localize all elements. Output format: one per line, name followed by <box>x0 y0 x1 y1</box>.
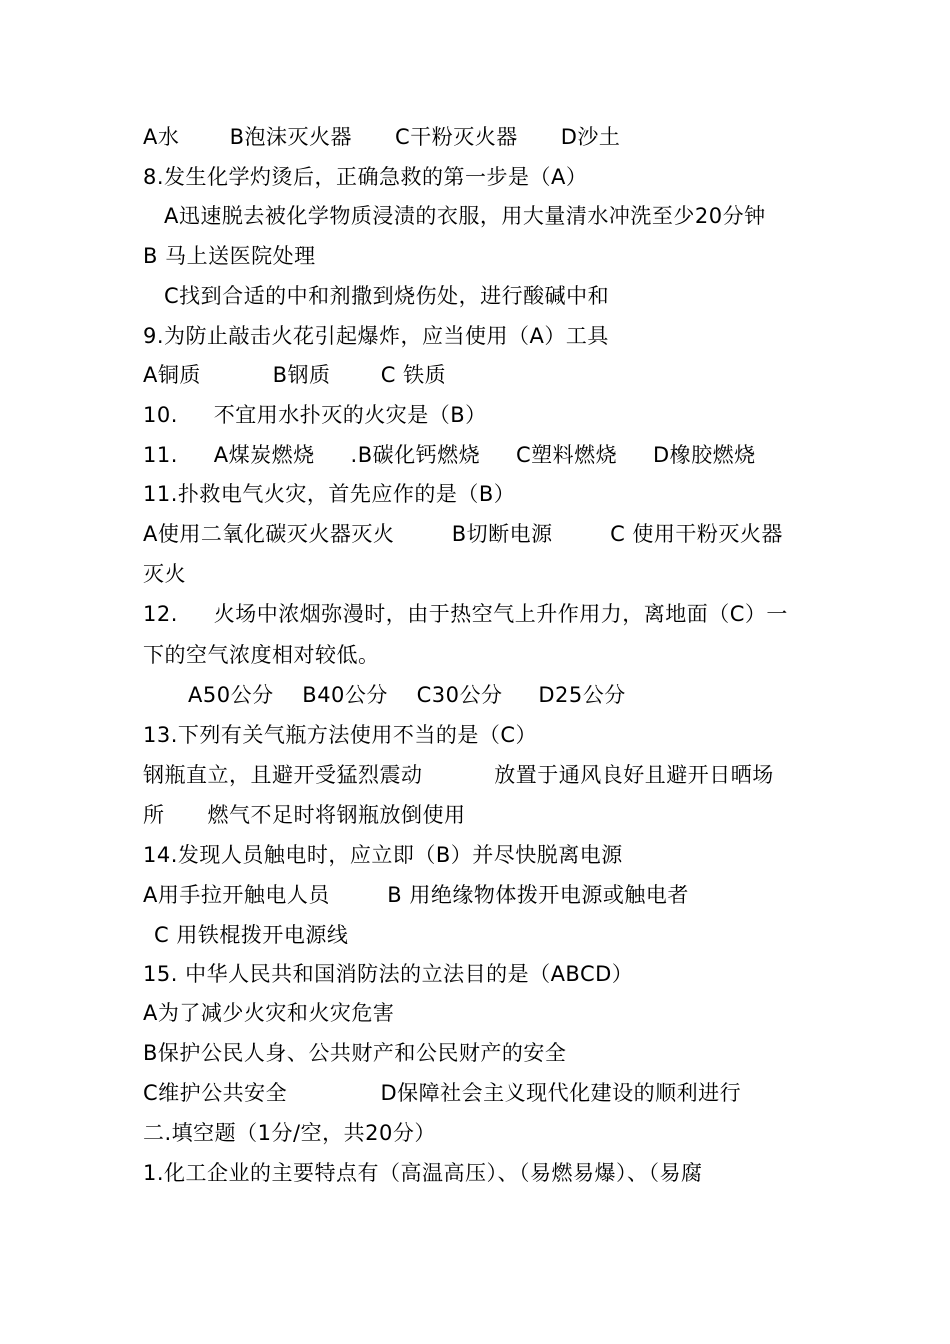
options-q13-cont: 所 燃气不足时将钢瓶放倒使用 <box>143 803 466 827</box>
option-14c: C 用铁棍拨开电源线 <box>154 923 349 947</box>
options-q10: 11. A煤炭燃烧 .B碳化钙燃烧 C塑料燃烧 D橡胶燃烧 <box>143 443 756 467</box>
options-q9: A铜质 B钢质 C 铁质 <box>143 363 447 387</box>
option-8c: C找到合适的中和剂撒到烧伤处，进行酸碱中和 <box>164 284 610 308</box>
options-q12: A50公分 B40公分 C30公分 D25公分 <box>188 683 626 707</box>
options-q11: A使用二氧化碳灭火器灭火 B切断电源 C 使用干粉灭火器 <box>143 522 783 546</box>
question-15: 15. 中华人民共和国消防法的立法目的是（ABCD） <box>143 962 634 986</box>
fill-blank-question-1: 1.化工企业的主要特点有（高温高压）、（易燃易爆）、（易腐 <box>143 1161 703 1185</box>
options-q13: 钢瓶直立，且避开受猛烈震动 放置于通风良好且避开日晒场 <box>143 763 774 787</box>
question-14: 14.发现人员触电时，应立即（B）并尽快脱离电源 <box>143 843 623 867</box>
question-8: 8.发生化学灼烫后，正确急救的第一步是（A） <box>143 165 588 189</box>
options-15cd: C维护公共安全 D保障社会主义现代化建设的顺利进行 <box>143 1081 742 1105</box>
option-15a: A为了减少火灾和火灾危害 <box>143 1001 395 1025</box>
option-8a: A迅速脱去被化学物质浸渍的衣服，用大量清水冲洗至少20分钟 <box>164 204 766 228</box>
option-15b: B保护公民人身、公共财产和公民财产的安全 <box>143 1041 567 1065</box>
question-10: 10. 不宜用水扑灭的火灾是（B） <box>143 403 487 427</box>
question-9: 9.为防止敲击火花引起爆炸，应当使用（A）工具 <box>143 324 609 348</box>
answer-options-q7: A水 B泡沫灭火器 C干粉灭火器 D沙土 <box>143 125 621 149</box>
question-13: 13.下列有关气瓶方法使用不当的是（C） <box>143 723 538 747</box>
section-heading-fill-blank: 二.填空题（1分/空，共20分） <box>143 1121 436 1145</box>
question-12: 12. 火场中浓烟弥漫时，由于热空气上升作用力，离地面（C）一 <box>143 602 788 626</box>
option-8b: B 马上送医院处理 <box>143 244 316 268</box>
options-q14: A用手拉开触电人员 B 用绝缘物体拨开电源或触电者 <box>143 883 689 907</box>
question-12-cont: 下的空气浓度相对较低。 <box>143 643 380 667</box>
question-11: 11.扑救电气火灾，首先应作的是（B） <box>143 482 516 506</box>
options-q11-cont: 灭火 <box>143 562 186 586</box>
